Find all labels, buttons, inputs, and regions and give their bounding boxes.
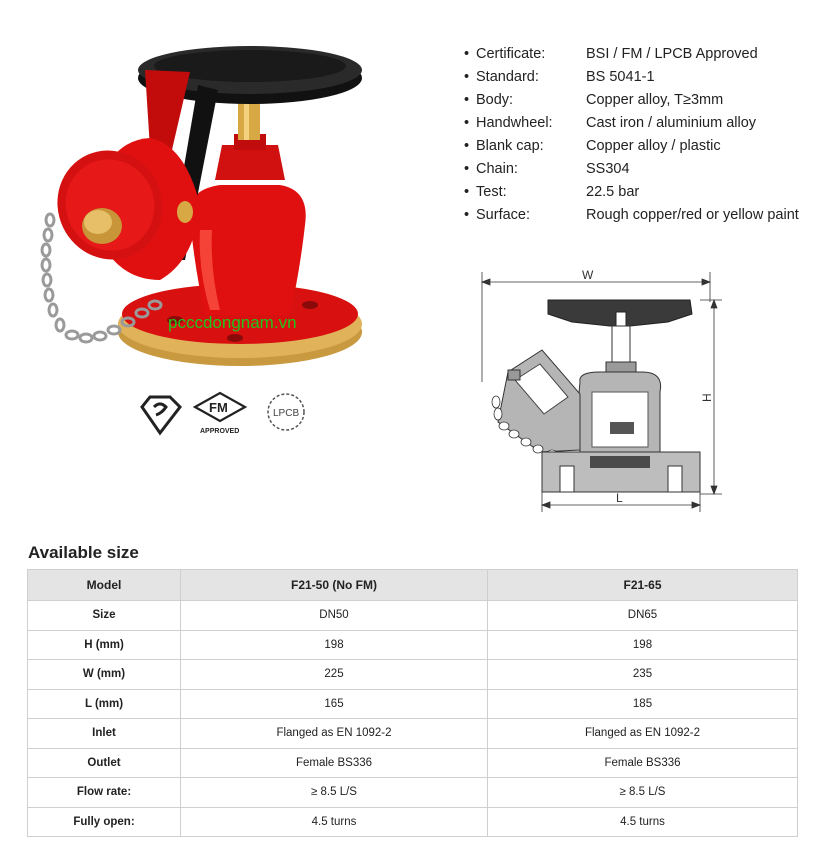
certification-logos — [140, 385, 330, 445]
spec-value: Cast iron / aluminium alloy — [586, 115, 757, 131]
table-cell: 4.5 turns — [181, 807, 488, 837]
spec-item — [464, 135, 799, 158]
table-cell: Flanged as EN 1092-2 — [488, 719, 798, 749]
lpcb-logo — [268, 394, 304, 430]
table-cell: Female BS336 — [181, 748, 488, 778]
row-header: W (mm) — [28, 660, 181, 690]
table-cell: DN50 — [181, 601, 488, 631]
table-row — [28, 719, 798, 749]
dimension-drawing — [460, 262, 730, 518]
bullet-icon: • — [464, 115, 470, 131]
dimension-l-label: L — [616, 491, 623, 505]
dimension-h-label: H — [700, 393, 714, 402]
spec-key: Surface: — [476, 207, 530, 223]
spec-value: Copper alloy, T≥3mm — [586, 92, 724, 108]
bullet-icon: • — [464, 207, 470, 223]
bullet-icon: • — [464, 184, 470, 200]
spec-item — [464, 112, 799, 135]
header-f21-65: F21-65 — [488, 570, 798, 601]
spec-value: Rough copper/red or yellow paint — [586, 207, 799, 223]
row-header: Size — [28, 601, 181, 631]
svg-text:FM: FM — [209, 400, 228, 415]
table-cell: 225 — [181, 660, 488, 690]
spec-value: BS 5041-1 — [586, 69, 655, 85]
row-header: Fully open: — [28, 807, 181, 837]
svg-text:APPROVED: APPROVED — [200, 428, 240, 435]
bullet-icon: • — [464, 161, 470, 177]
table-cell: 4.5 turns — [488, 807, 798, 837]
table-cell: 198 — [488, 630, 798, 660]
spec-item — [464, 66, 799, 89]
table-header-row — [28, 570, 798, 601]
table-row — [28, 660, 798, 690]
fm-approved-logo — [195, 393, 245, 435]
spec-item — [464, 158, 799, 181]
spec-key: Blank cap: — [476, 138, 544, 154]
spec-item — [464, 181, 799, 204]
table-row — [28, 689, 798, 719]
table-cell: Flanged as EN 1092-2 — [181, 719, 488, 749]
size-table — [27, 569, 798, 837]
bullet-icon: • — [464, 92, 470, 108]
spec-key: Test: — [476, 184, 507, 200]
section-title: Available size — [28, 543, 139, 562]
table-cell: 185 — [488, 689, 798, 719]
spec-value: Copper alloy / plastic — [586, 138, 721, 154]
spec-key: Body: — [476, 92, 514, 108]
watermark: pcccdongnam.vn — [168, 313, 297, 332]
table-cell: 165 — [181, 689, 488, 719]
table-row — [28, 748, 798, 778]
spec-item — [464, 89, 799, 112]
table-cell: Female BS336 — [488, 748, 798, 778]
table-cell: ≥ 8.5 L/S — [488, 778, 798, 808]
row-header: Outlet — [28, 748, 181, 778]
row-header: H (mm) — [28, 630, 181, 660]
spec-list — [464, 43, 799, 227]
table-row — [28, 807, 798, 837]
dimension-w-label: W — [582, 268, 594, 282]
bullet-icon: • — [464, 138, 470, 154]
header-model: Model — [28, 570, 181, 601]
table-cell: 198 — [181, 630, 488, 660]
spec-key: Certificate: — [476, 46, 546, 62]
spec-item — [464, 43, 799, 66]
product-photo — [20, 30, 420, 400]
row-header: Flow rate: — [28, 778, 181, 808]
bullet-icon: • — [464, 46, 470, 62]
header-f21-50: F21-50 (No FM) — [181, 570, 488, 601]
table-row — [28, 778, 798, 808]
spec-key: Chain: — [476, 161, 518, 177]
spec-value: 22.5 bar — [586, 184, 640, 200]
table-cell: ≥ 8.5 L/S — [181, 778, 488, 808]
table-row — [28, 630, 798, 660]
table-cell: DN65 — [488, 601, 798, 631]
spec-item — [464, 204, 799, 227]
svg-text:LPCB: LPCB — [273, 408, 300, 419]
spec-key: Handwheel: — [476, 115, 553, 131]
spec-value: BSI / FM / LPCB Approved — [586, 46, 758, 62]
row-header: Inlet — [28, 719, 181, 749]
spec-key: Standard: — [476, 69, 539, 85]
bullet-icon: • — [464, 69, 470, 85]
bsi-kitemark-icon — [142, 397, 180, 433]
table-cell: 235 — [488, 660, 798, 690]
table-row — [28, 601, 798, 631]
row-header: L (mm) — [28, 689, 181, 719]
spec-value: SS304 — [586, 161, 630, 177]
